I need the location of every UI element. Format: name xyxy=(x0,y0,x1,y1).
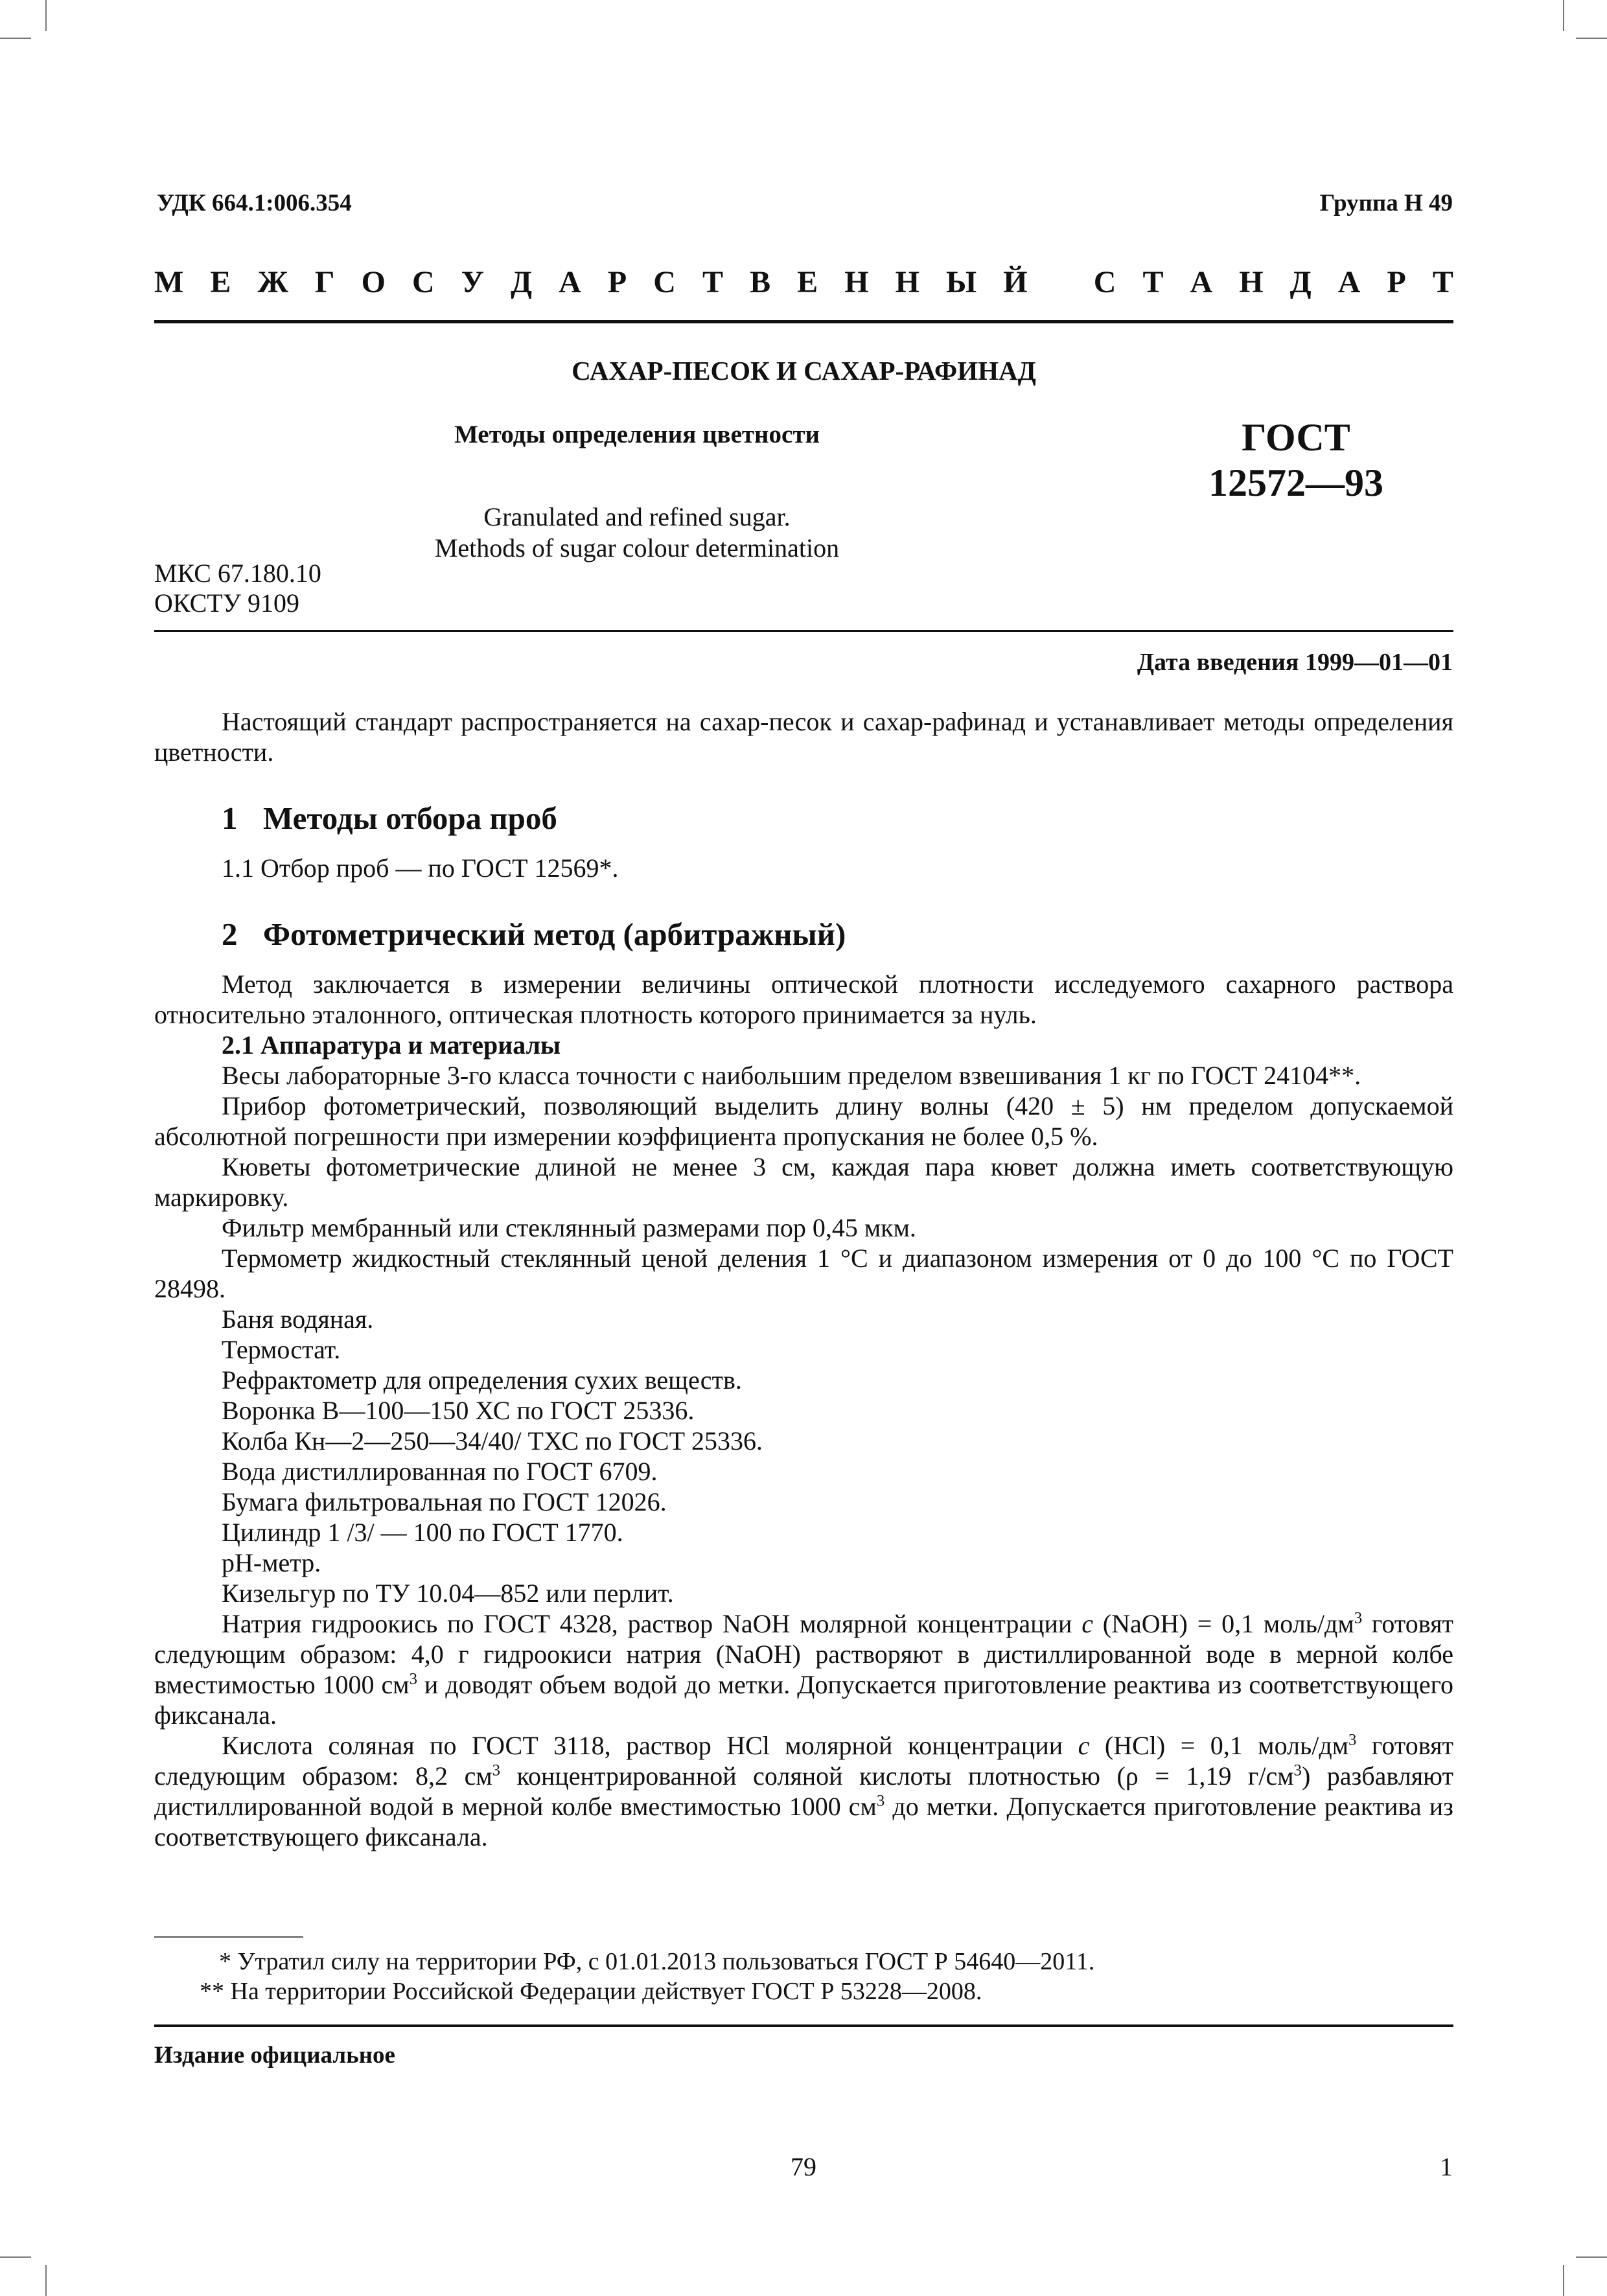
hcl-sup-2: 3 xyxy=(492,1761,501,1780)
interstate-letter: Е xyxy=(210,265,231,299)
document-subtitle: Методы определения цветности xyxy=(454,421,820,448)
section-1-heading xyxy=(222,800,1453,836)
naoh-text-2: (NaOH) = 0,1 моль/дм xyxy=(1093,1609,1354,1638)
page-index: 1 xyxy=(1440,2152,1453,2181)
crop-mark-top-left-v xyxy=(45,0,47,31)
equipment-item: Фильтр мембранный или стеклянный размерами пор 0,45 мкм. xyxy=(222,1213,916,1242)
introduction-date: Дата введения 1999—01—01 xyxy=(1137,649,1453,676)
page-number: 79 xyxy=(791,2152,816,2181)
interstate-letter: С xyxy=(412,265,435,299)
naoh-sup-2: 3 xyxy=(409,1670,417,1688)
interstate-letter: Д xyxy=(1289,265,1312,299)
interstate-letter: М xyxy=(154,265,184,299)
section-2-number: 2 xyxy=(222,916,238,952)
interstate-standard-heading xyxy=(154,264,1453,300)
classification-codes xyxy=(154,559,321,618)
interstate-letter: Т xyxy=(1142,265,1164,299)
equipment-item: Вода дистиллированная по ГОСТ 6709. xyxy=(222,1457,658,1486)
equipment-item: Термометр жидкостный стеклянный ценой деления 1 °С и диапазоном измерения от 0 до 100 °С по ГОСТ 28498. xyxy=(154,1244,1453,1303)
interstate-letter: Т xyxy=(702,265,723,299)
document-title: САХАР-ПЕСОК И САХАР-РАФИНАД xyxy=(572,356,1036,386)
hcl-sup-3: 3 xyxy=(1293,1761,1302,1780)
equipment-item: рН-метр. xyxy=(222,1548,321,1577)
interstate-letter: Ж xyxy=(257,265,288,299)
hcl-concentration-symbol: с xyxy=(1078,1731,1090,1760)
interstate-letter: С xyxy=(1093,265,1116,299)
interstate-letter: Й xyxy=(1003,265,1028,299)
group-code: Группа Н 49 xyxy=(1319,190,1453,216)
interstate-letter: В xyxy=(750,265,771,299)
section-2-title: Фотометрический метод (арбитражный) xyxy=(263,916,846,952)
interstate-letter: Е xyxy=(797,265,818,299)
interstate-letter: Н xyxy=(1239,265,1264,299)
interstate-letter: У xyxy=(461,265,484,299)
footnote-1: * Утратил силу на территории РФ, с 01.01.2013 пользоваться ГОСТ Р 54640—2011. xyxy=(219,1948,1095,1975)
naoh-text-3: готовят следующим образом: 4,0 г гидроокиси натрия (NaOH) растворяют в дистиллированной воде в мерной колбе вместимостью 1000 см xyxy=(154,1609,1454,1699)
crop-mark-top-right-v xyxy=(1563,0,1564,31)
interstate-letter: Д xyxy=(511,265,533,299)
hcl-text-4: концентрированной соляной кислоты плотностью (ρ = 1,19 г/см xyxy=(500,1761,1294,1791)
crop-mark-top-left-h xyxy=(0,38,31,39)
rule-middle xyxy=(154,630,1453,632)
interstate-letter: Т xyxy=(1432,265,1453,299)
english-title-line1: Granulated and refined sugar. xyxy=(483,502,791,531)
naoh-concentration-symbol: с xyxy=(1081,1609,1093,1638)
equipment-item: Весы лабораторные 3-го класса точности с наибольшим пределом взвешивания 1 кг по ГОСТ 24104**. xyxy=(222,1061,1361,1090)
section-2-intro: Метод заключается в измерении величины оптической плотности исследуемого сахарного раствора относительно эталонного, оптическая плотность которого принимается за нуль. xyxy=(154,969,1453,1029)
interstate-letter: О xyxy=(361,265,386,299)
interstate-letter: Н xyxy=(844,265,869,299)
interstate-letter: А xyxy=(559,265,581,299)
crop-mark-bottom-left-v xyxy=(45,2265,47,2296)
equipment-list xyxy=(154,1060,1453,1608)
equipment-item: Кизельгур по ТУ 10.04—852 или перлит. xyxy=(222,1579,674,1608)
section-1-title: Методы отбора проб xyxy=(263,800,557,836)
interstate-letter: Р xyxy=(607,265,627,299)
document-body xyxy=(154,706,1453,1852)
hcl-text-3: готовят следующим образом: 8,2 см xyxy=(154,1731,1454,1791)
hcl-sup-4: 3 xyxy=(876,1792,885,1810)
equipment-item: Кюветы фотометрические длиной не менее 3 см, каждая пара кювет должна иметь соответствующую маркировку. xyxy=(154,1152,1453,1212)
gost-code: 12572—93 xyxy=(1208,461,1383,504)
interstate-letter: Р xyxy=(1387,265,1406,299)
udk-code: УДК 664.1:006.354 xyxy=(157,190,352,216)
section-2-heading xyxy=(222,916,1453,952)
interstate-letter: Г xyxy=(314,265,335,299)
naoh-paragraph xyxy=(154,1608,1453,1730)
footnote-separator xyxy=(154,1936,303,1938)
rule-bottom xyxy=(154,2024,1453,2027)
equipment-item: Термостат. xyxy=(222,1335,341,1364)
naoh-sup-1: 3 xyxy=(1354,1609,1363,1627)
interstate-letter: С xyxy=(653,265,676,299)
mks-code: МКС 67.180.10 xyxy=(154,559,321,588)
interstate-letter: А xyxy=(1337,265,1361,299)
hcl-paragraph xyxy=(154,1730,1453,1852)
section-1-number: 1 xyxy=(222,800,238,836)
section-1-item: 1.1 Отбор проб — по ГОСТ 12569*. xyxy=(222,853,619,883)
okstu-code: ОКСТУ 9109 xyxy=(154,588,300,618)
hcl-text-1: Кислота соляная по ГОСТ 3118, раствор HCl молярной концентрации xyxy=(222,1731,1078,1760)
hcl-text-5: ) разбавляют дистиллированной водой в мерной колбе вместимостью 1000 см xyxy=(154,1761,1453,1821)
rule-top xyxy=(154,320,1453,323)
official-edition-label: Издание официальное xyxy=(154,2042,395,2069)
interstate-letter: Н xyxy=(895,265,919,299)
equipment-item: Колба Кн—2—250—34/40/ ТХС по ГОСТ 25336. xyxy=(222,1426,763,1455)
equipment-item: Прибор фотометрический, позволяющий выделить длину волны (420 ± 5) нм пределом допускаемой абсолютной погрешности при измерении коэффициента пропускания не более 0,5 %. xyxy=(154,1091,1453,1151)
naoh-text-4: и доводят объем водой до метки. Допускается приготовление реактива из соответствующего фиксанала. xyxy=(154,1670,1454,1730)
equipment-item: Цилиндр 1 /3/ — 100 по ГОСТ 1770. xyxy=(222,1518,623,1547)
interstate-letter: Ы xyxy=(946,265,977,299)
hcl-text-6: до метки. Допускается приготовление реактива из соответствующего фиксанала. xyxy=(154,1792,1453,1851)
hcl-text-2: (HCl) = 0,1 моль/дм xyxy=(1089,1731,1349,1760)
crop-mark-bottom-left-h xyxy=(0,2256,31,2258)
equipment-item: Бумага фильтровальная по ГОСТ 12026. xyxy=(222,1487,667,1516)
crop-mark-bottom-right-v xyxy=(1563,2265,1564,2296)
english-title-line2: Methods of sugar colour determination xyxy=(434,533,840,562)
scope-paragraph: Настоящий стандарт распространяется на сахар-песок и сахар-рафинад и устанавливает методы определения цветности. xyxy=(154,707,1453,767)
equipment-item: Рефрактометр для определения сухих веществ. xyxy=(222,1365,742,1395)
subsection-2-1-title: 2.1 Аппаратура и материалы xyxy=(222,1030,561,1060)
crop-mark-top-right-h xyxy=(1576,38,1607,39)
gost-number xyxy=(1127,415,1464,505)
footnotes xyxy=(154,1947,1453,2006)
english-title xyxy=(154,502,1120,564)
crop-mark-bottom-right-h xyxy=(1576,2256,1607,2258)
gost-label: ГОСТ xyxy=(1242,416,1350,459)
footnote-2: ** На территории Российской Федерации действует ГОСТ Р 53228—2008. xyxy=(200,1978,982,2005)
equipment-item: Воронка В—100—150 ХС по ГОСТ 25336. xyxy=(222,1396,695,1425)
naoh-text-1: Натрия гидроокись по ГОСТ 4328, раствор NaOH молярной концентрации xyxy=(222,1609,1072,1638)
equipment-item: Баня водяная. xyxy=(222,1305,374,1334)
interstate-letter: А xyxy=(1190,265,1213,299)
hcl-sup-1: 3 xyxy=(1348,1731,1357,1749)
